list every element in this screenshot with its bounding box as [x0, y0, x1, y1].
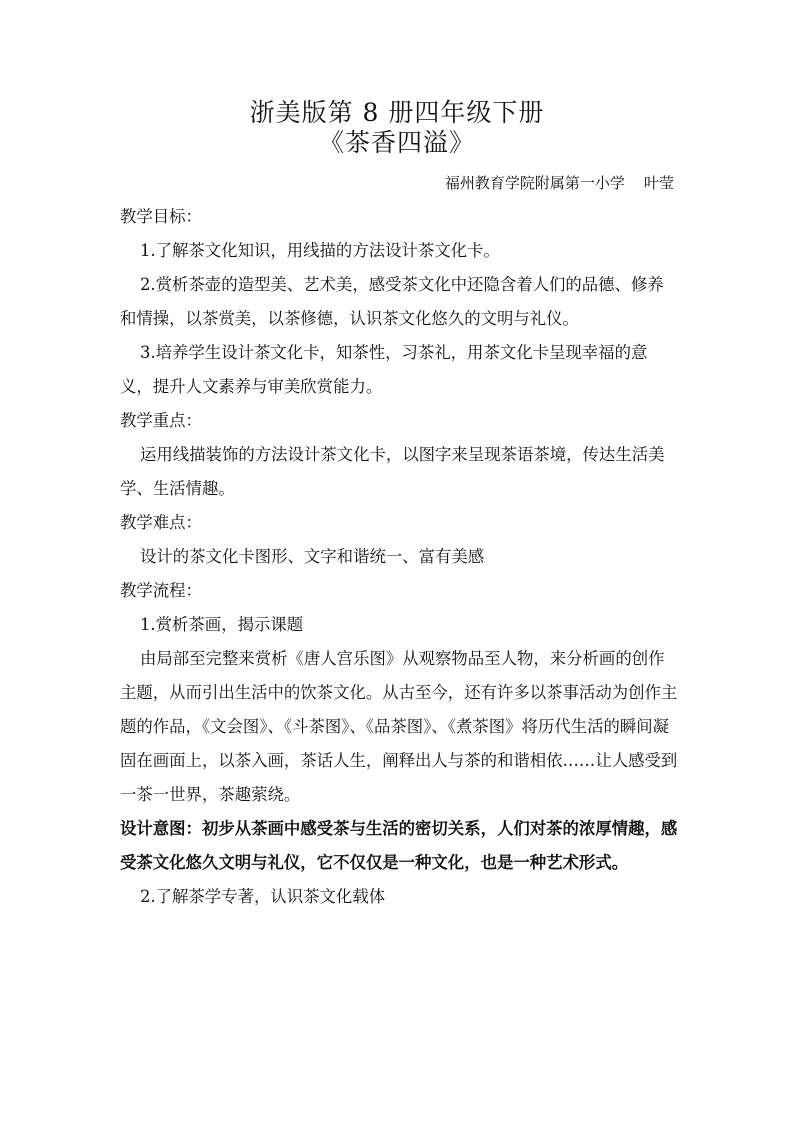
- document-title: 浙美版第 8 册四年级下册: [249, 98, 545, 127]
- step-1-title: 1.赏析茶画，揭示课题: [140, 615, 304, 634]
- author-line: 福州教育学院附属第一小学 叶莹: [444, 174, 674, 192]
- difficulty-text: 设计的茶文化卡图形、文字和谐统一、富有美感: [140, 547, 485, 566]
- goal-3: 3.培养学生设计茶文化卡，知茶性，习茶礼，用茶文化卡呈现幸福的意义，提升人文素养与审美欣赏能力。: [120, 343, 648, 396]
- difficulty-heading: 教学难点：: [120, 513, 202, 532]
- goal-2: 2.赏析茶壶的造型美、艺术美，感受茶文化中还隐含着人们的品德、修养和情操，以茶赏美，以茶修德，认识茶文化悠久的文明与礼仪。: [120, 275, 664, 328]
- step-2-title: 2.了解茶学专著，认识茶文化载体: [140, 887, 386, 906]
- document-body: [120, 200, 680, 914]
- focus-heading: 教学重点：: [120, 411, 202, 430]
- focus-text: 运用线描装饰的方法设计茶文化卡，以图字来呈现茶语茶境，传达生活美学、生活情趣。: [120, 445, 665, 498]
- goals-heading: 教学目标：: [120, 207, 202, 226]
- process-heading: 教学流程：: [120, 581, 202, 600]
- goal-1: 1.了解茶文化知识，用线描的方法设计茶文化卡。: [140, 241, 500, 260]
- step-1-text: 由局部至完整来赏析《唐人宫乐图》从观察物品至人物，来分析画的创作主题，从而引出生活中的饮茶文化。从古至今，还有许多以茶事活动为创作主题的作品，《文会图》、《斗茶图》、《品茶图》、《煮茶图》将历代生活的瞬间凝固在画面上，以茶入画，茶话人生，阐释出人与茶的和谐相依……让人感受到一茶一世界，茶趣萦绕。: [120, 649, 678, 804]
- design-intent: 设计意图：初步从茶画中感受茶与生活的密切关系，人们对茶的浓厚情趣，感受茶文化悠久文明与礼仪，它不仅仅是一种文化，也是一种艺术形式。: [120, 819, 678, 872]
- lesson-title: 《茶香四溢》: [318, 128, 475, 157]
